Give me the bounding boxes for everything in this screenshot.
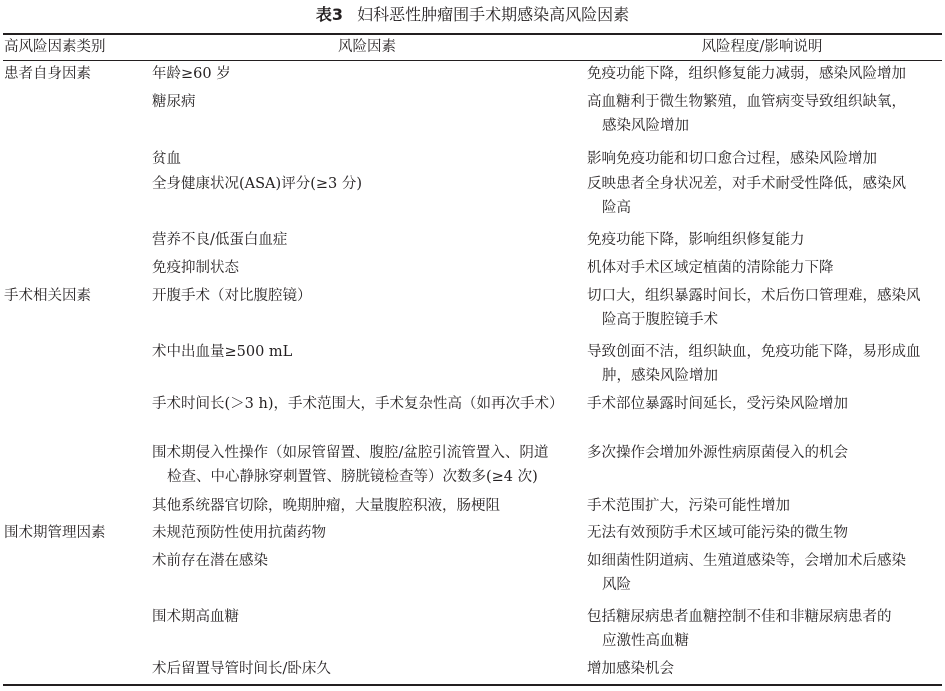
factor-cell — [152, 340, 582, 364]
impact-cell-line: 免疫功能下降，组织修复能力减弱，感染风险增加 — [587, 66, 906, 82]
factor-cell-line: 术后留置导管时间长/卧床久 — [152, 661, 331, 677]
impact-cell-line: 应激性高血糖 — [602, 633, 689, 649]
impact-cell-line: 导致创面不洁，组织缺血，免疫功能下降，易形成血 — [587, 344, 921, 360]
impact-cell-line: 无法有效预防手术区域可能污染的微生物 — [587, 525, 848, 541]
impact-cell-line: 包括糖尿病患者血糖控制不佳和非糖尿病患者的 — [587, 609, 892, 625]
factor-cell — [152, 549, 582, 573]
category-cell: 围术期管理因素 — [4, 525, 106, 541]
impact-cell-line: 反映患者全身状况差，对手术耐受性降低，感染风 — [587, 176, 906, 192]
impact-cell-line: 影响免疫功能和切口愈合过程，感染风险增加 — [587, 151, 877, 167]
impact-cell-line: 感染风险增加 — [602, 118, 689, 134]
factor-cell-line: 糖尿病 — [152, 94, 196, 110]
factor-cell-line: 营养不良/低蛋白血症 — [152, 232, 288, 248]
factor-cell — [152, 62, 582, 86]
table-title — [0, 2, 945, 28]
impact-cell-line: 手术部位暴露时间延长，受污染风险增加 — [587, 396, 848, 412]
factor-cell — [152, 90, 582, 114]
impact-cell — [587, 494, 937, 518]
bottom-rule — [3, 684, 942, 686]
header-factor: 风险因素 — [338, 39, 396, 55]
factor-cell-line: 术中出血量≥500 mL — [152, 344, 293, 360]
impact-cell-line: 免疫功能下降，影响组织修复能力 — [587, 232, 805, 248]
factor-cell — [152, 392, 582, 416]
factor-cell-line: 围术期侵入性操作（如尿管留置、腹腔/盆腔引流管置入、阴道 — [152, 445, 549, 461]
factor-cell-line: 检查、中心静脉穿刺置管、膀胱镜检查等）次数多(≥4 次) — [167, 469, 538, 485]
factor-cell-line: 围术期高血糖 — [152, 609, 239, 625]
category-cell: 手术相关因素 — [4, 288, 91, 304]
impact-cell — [587, 62, 937, 86]
header-impact: 风险程度/影响说明 — [701, 39, 823, 55]
impact-cell — [587, 147, 937, 171]
impact-cell-line: 切口大，组织暴露时间长，术后伤口管理难，感染风 — [587, 288, 921, 304]
impact-cell — [587, 441, 937, 465]
factor-cell-line: 开腹手术（对比腹腔镜） — [152, 288, 312, 304]
impact-cell — [587, 284, 937, 332]
factor-cell-line: 年龄≥60 岁 — [152, 66, 231, 82]
factor-cell — [152, 256, 582, 280]
table-title-text: 妇科恶性肿瘤围手术期感染高风险因素 — [357, 5, 630, 24]
impact-cell-line: 险高于腹腔镜手术 — [602, 312, 718, 328]
impact-cell — [587, 392, 937, 416]
impact-cell — [587, 521, 937, 545]
factor-cell — [152, 228, 582, 252]
impact-cell — [587, 340, 937, 388]
impact-cell-line: 机体对手术区域定植菌的清除能力下降 — [587, 260, 834, 276]
factor-cell — [152, 521, 582, 545]
impact-cell — [587, 228, 937, 252]
header-category: 高风险因素类别 — [4, 39, 106, 55]
impact-cell-line: 肿，感染风险增加 — [602, 368, 718, 384]
impact-cell — [587, 549, 937, 597]
factor-cell — [152, 605, 582, 629]
table-label: 表3 — [315, 5, 344, 24]
impact-cell-line: 手术范围扩大，污染可能性增加 — [587, 498, 790, 514]
impact-cell — [587, 256, 937, 280]
header-rule — [3, 60, 942, 61]
impact-cell-line: 如细菌性阴道病、生殖道感染等，会增加术后感染 — [587, 553, 906, 569]
factor-cell-line: 未规范预防性使用抗菌药物 — [152, 525, 326, 541]
factor-cell — [152, 441, 582, 489]
factor-cell — [152, 494, 582, 518]
factor-cell — [152, 147, 582, 171]
factor-cell — [152, 172, 582, 196]
factor-cell-line: 贫血 — [152, 151, 181, 167]
factor-cell — [152, 284, 582, 308]
impact-cell — [587, 172, 937, 220]
impact-cell — [587, 90, 937, 138]
factor-cell-line: 术前存在潜在感染 — [152, 553, 268, 569]
impact-cell — [587, 605, 937, 653]
factor-cell-line: 全身健康状况(ASA)评分(≥3 分) — [152, 176, 362, 192]
factor-cell — [152, 657, 582, 681]
factor-cell-line: 其他系统器官切除，晚期肿瘤，大量腹腔积液，肠梗阻 — [152, 498, 500, 514]
factor-cell-line: 免疫抑制状态 — [152, 260, 239, 276]
impact-cell — [587, 657, 937, 681]
impact-cell-line: 风险 — [602, 577, 631, 593]
impact-cell-line: 多次操作会增加外源性病原菌侵入的机会 — [587, 445, 848, 461]
category-cell: 患者自身因素 — [4, 66, 91, 82]
impact-cell-line: 增加感染机会 — [587, 661, 674, 677]
impact-cell-line: 高血糖利于微生物繁殖，血管病变导致组织缺氧， — [587, 94, 906, 110]
impact-cell-line: 险高 — [602, 200, 631, 216]
factor-cell-line: 手术时间长(＞3 h)，手术范围大，手术复杂性高（如再次手术） — [152, 396, 564, 412]
